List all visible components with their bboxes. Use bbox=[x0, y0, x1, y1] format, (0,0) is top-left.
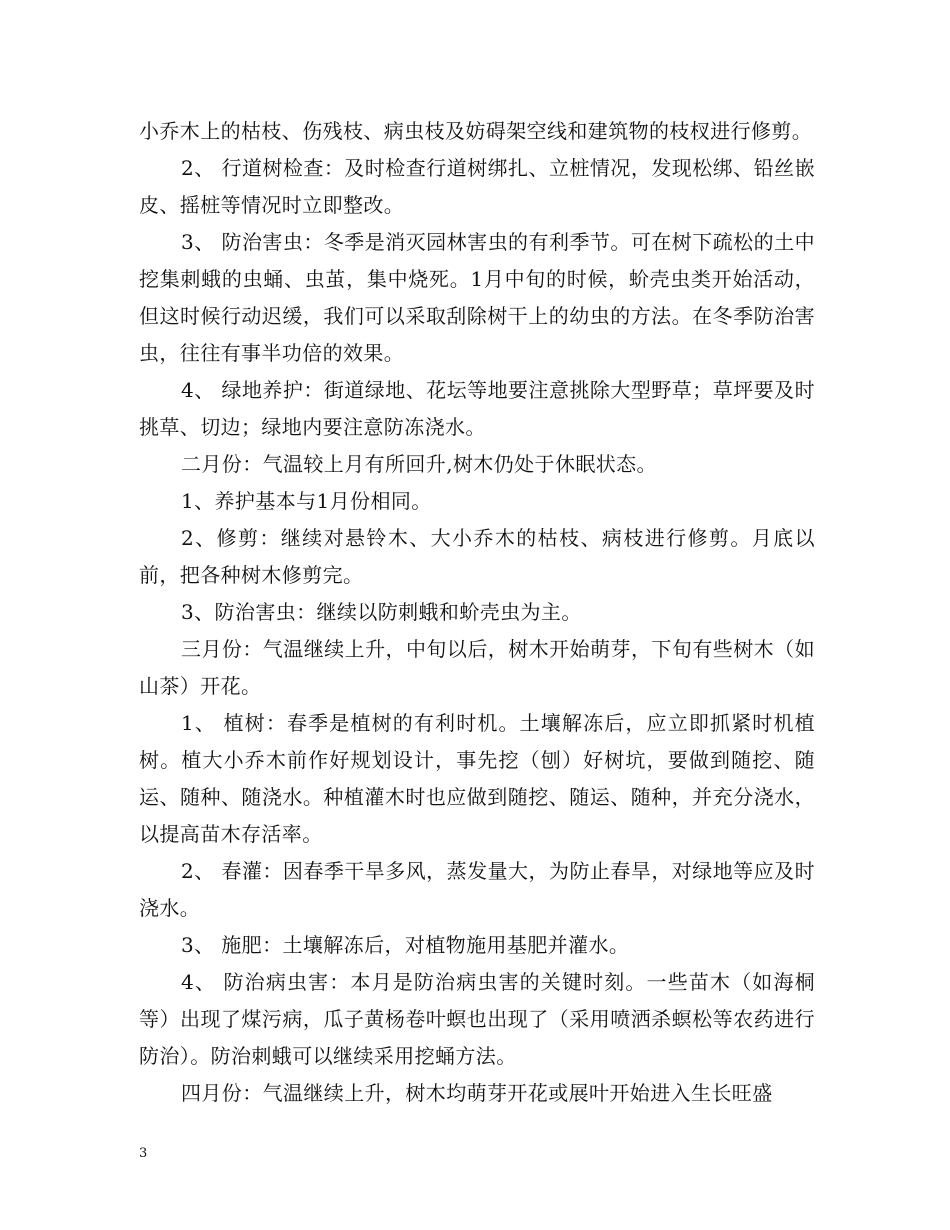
paragraph-4: 4、 绿地养护：街道绿地、花坛等地要注意挑除大型野草；草坪要及时挑草、切边；绿地内要注意防冻浇水。 bbox=[139, 378, 815, 439]
paragraph-1: 小乔木上的枯枝、伤残枝、病虫枝及妨碍架空线和建筑物的枝杈进行修剪。 bbox=[139, 119, 813, 143]
paragraph-11: 2、 春灌：因春季干旱多风，蒸发量大，为防止春旱，对绿地等应及时浇水。 bbox=[139, 859, 815, 920]
paragraph-3: 3、 防治害虫：冬季是消灭园林害虫的有利季节。可在树下疏松的土中挖集刺蛾的虫蛹、虫茧，集中烧死。1月中旬的时候，蚧壳虫类开始活动，但这时候行动迟缓，我们可以采取刮除树干上的幼虫的方法。在冬季防治害虫，往往有事半功倍的效果。 bbox=[139, 230, 815, 365]
paragraph-9: 三月份：气温继续上升，中旬以后，树木开始萌芽，下旬有些树木（如山茶）开花。 bbox=[139, 637, 815, 698]
page-number: 3 bbox=[139, 1146, 148, 1161]
paragraph-14: 四月份：气温继续上升，树木均萌芽开花或展叶开始进入生长旺盛 bbox=[181, 1081, 773, 1105]
paragraph-7: 2、修剪：继续对悬铃木、大小乔木的枯枝、病枝进行修剪。月底以前，把各种树木修剪完。 bbox=[139, 526, 815, 587]
paragraph-2: 2、 行道树检查：及时检查行道树绑扎、立桩情况，发现松绑、铅丝嵌皮、摇桩等情况时立即整改。 bbox=[139, 156, 815, 217]
document-body bbox=[139, 113, 815, 1112]
paragraph-8: 3、防治害虫：继续以防刺蛾和蚧壳虫为主。 bbox=[181, 600, 582, 624]
paragraph-6: 1、养护基本与1月份相同。 bbox=[181, 489, 432, 513]
paragraph-5: 二月份：气温较上月有所回升,树木仍处于休眠状态。 bbox=[181, 452, 657, 476]
paragraph-12: 3、 施肥：土壤解冻后，对植物施用基肥并灌水。 bbox=[181, 933, 630, 957]
paragraph-13: 4、 防治病虫害：本月是防治病虫害的关键时刻。一些苗木（如海桐等）出现了煤污病，瓜子黄杨卷叶螟也出现了（采用喷洒杀螟松等农药进行防治）。防治刺蛾可以继续采用挖蛹方法。 bbox=[139, 970, 815, 1068]
paragraph-10: 1、 植树：春季是植树的有利时机。土壤解冻后，应立即抓紧时机植树。植大小乔木前作好规划设计，事先挖（刨）好树坑，要做到随挖、随运、随种、随浇水。种植灌木时也应做到随挖、随运、随种，并充分浇水，以提高苗木存活率。 bbox=[139, 711, 815, 846]
